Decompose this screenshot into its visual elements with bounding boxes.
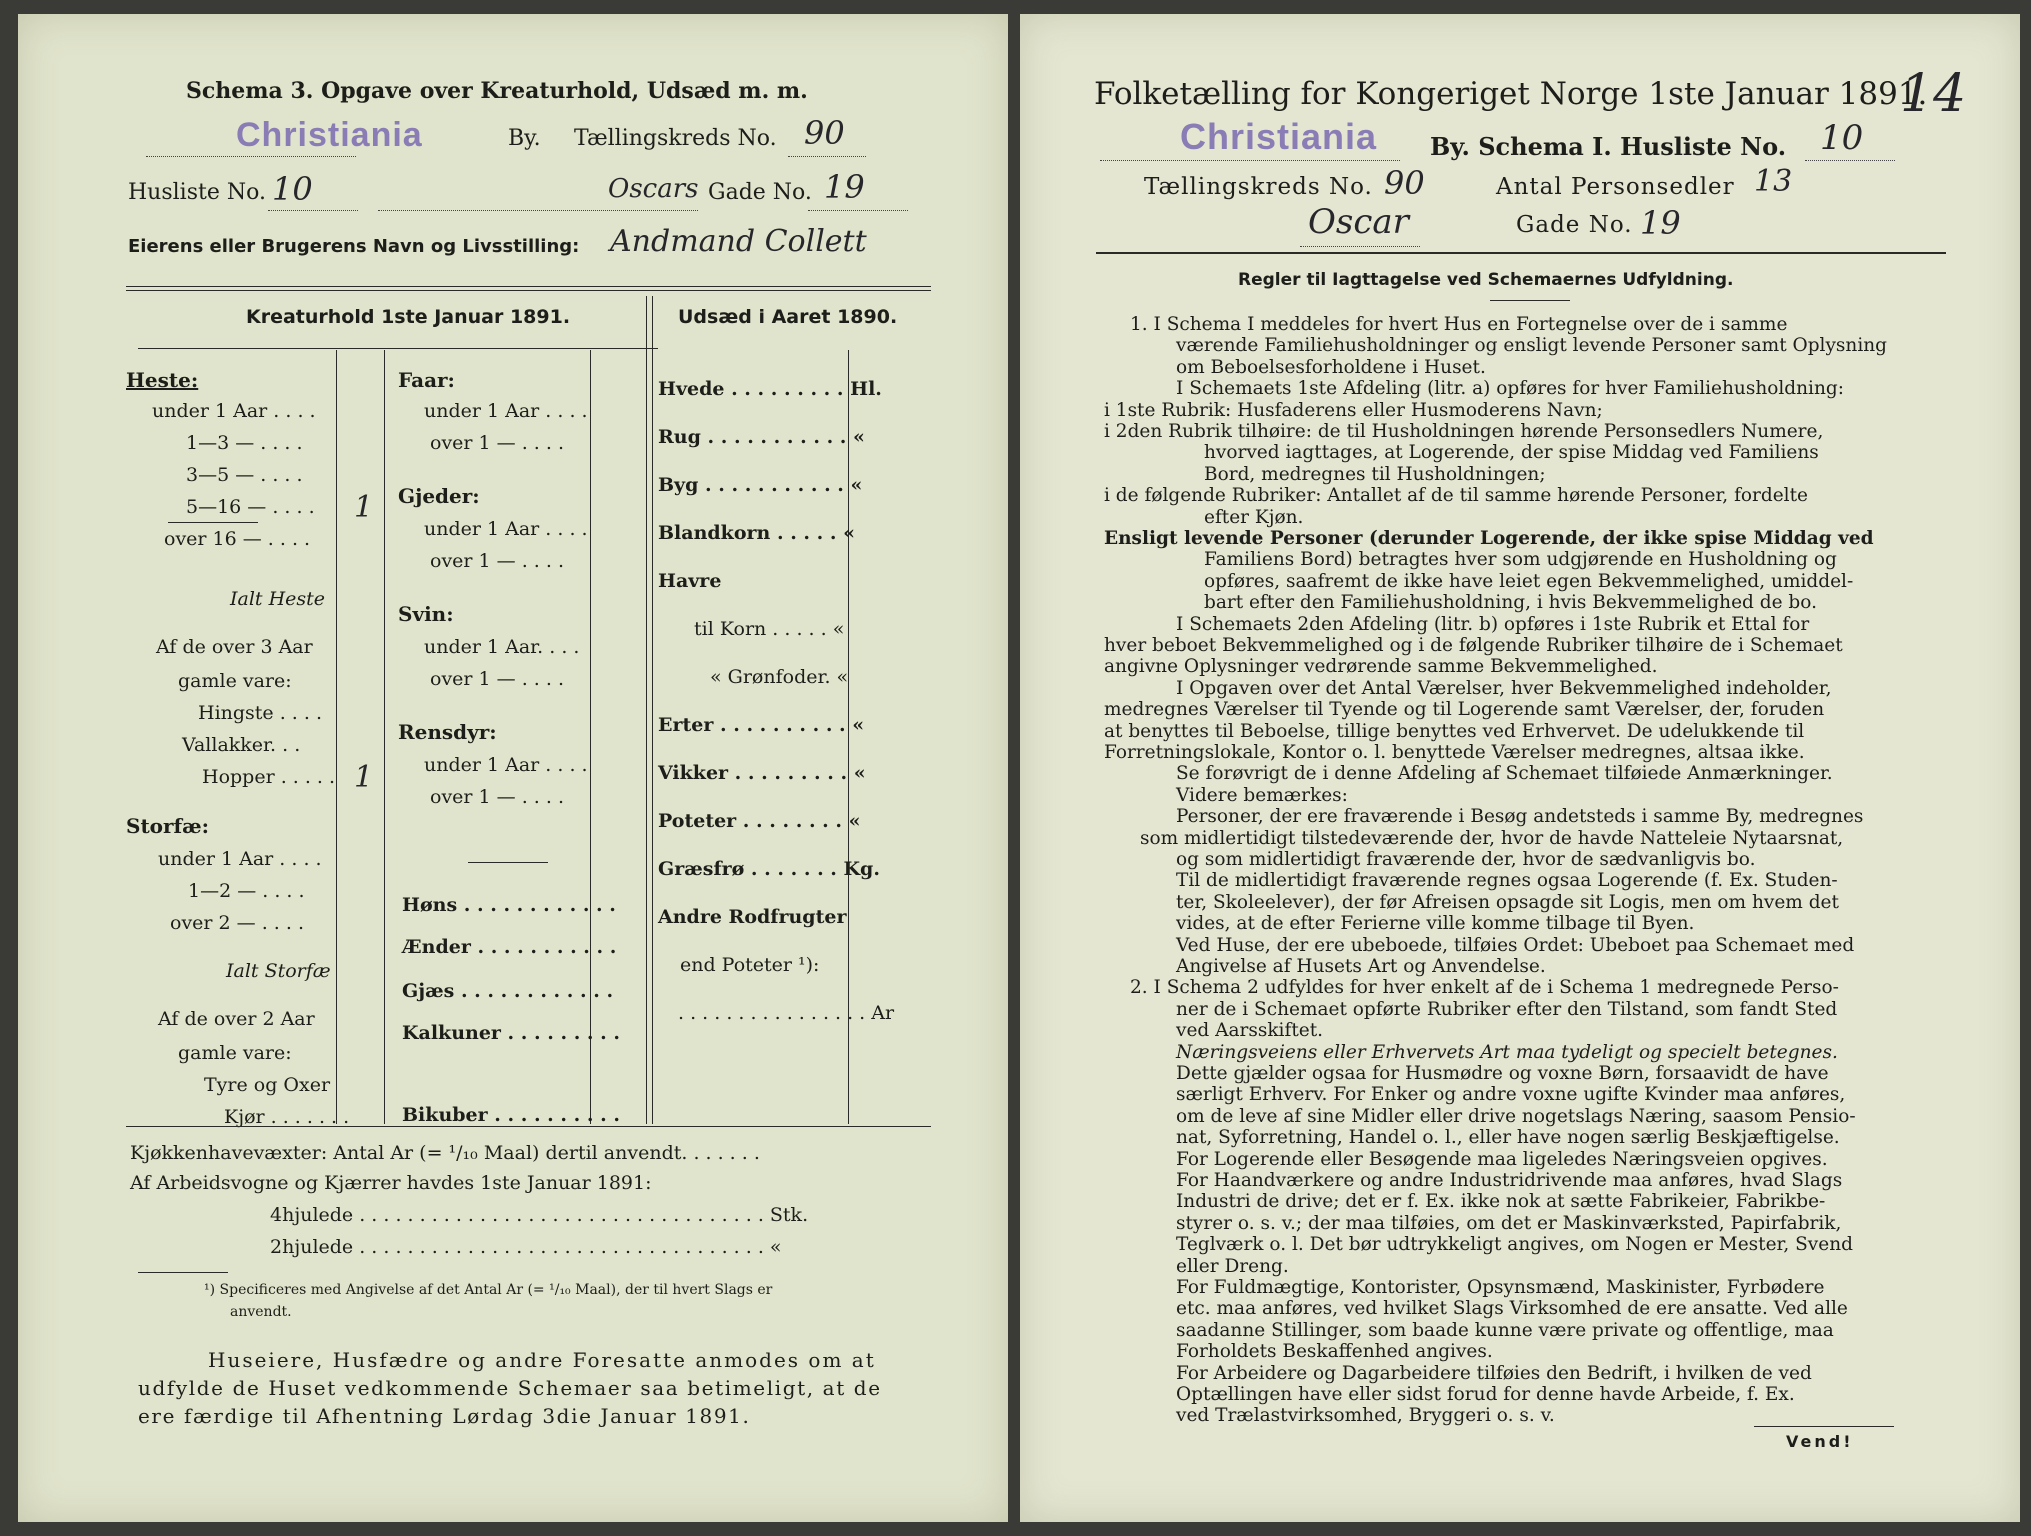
rule-line: om de leve af sine Midler eller drive nogetslags Næring, saasom Pensio- — [1176, 1105, 1856, 1127]
col2-row: Kalkuner . . . . . . . . . — [402, 1022, 620, 1044]
rule-line: For Fuldmægtige, Kontorister, Opsynsmænd, Maskinister, Fyrbødere — [1176, 1277, 1825, 1298]
rule-line: Bord, medregnes til Husholdningen; — [1204, 463, 1546, 485]
col1-row: Vallakker. . . — [182, 734, 301, 756]
page-number: 14 — [1900, 64, 1967, 124]
rule-line: etc. maa anføres, ved hvilket Slags Virksomhed de ere ansatte. Ved alle — [1176, 1298, 1848, 1320]
rule-line: For Haandværkere og andre Industridrivende maa anføres, hvad Slags — [1176, 1170, 1843, 1191]
kreds-label-right: Tællingskreds No. — [1144, 174, 1373, 200]
col1-row: under 1 Aar . . . . — [158, 848, 322, 870]
rule-line: For Logerende eller Besøgende maa ligeledes Næringsveien opgives. — [1176, 1148, 1828, 1170]
gade-label-right: Gade No. — [1516, 212, 1633, 238]
kreds-value-left: 90 — [804, 114, 845, 152]
rule-line: Industri de drive; det er f. Ex. ikke nok at sætte Fabrikeier, Fabrikbe- — [1176, 1191, 1826, 1213]
col2-row: over 1 — . . . . — [430, 786, 564, 808]
col3-row: Erter . . . . . . . . . . « — [658, 714, 865, 736]
vend-label: Vend! — [1786, 1432, 1854, 1451]
col3-row: Vikker . . . . . . . . . « — [658, 762, 866, 784]
udsaed-header: Udsæd i Aaret 1890. — [678, 306, 898, 328]
col1-row: Ialt Storfæ — [226, 960, 331, 982]
col2-row: over 1 — . . . . — [430, 668, 564, 690]
rule-line: og som midlertidigt fraværende der, hvor de sædvanligvis bo. — [1176, 849, 1756, 870]
rule-line: efter Kjøn. — [1204, 506, 1304, 528]
gade-label-left: Gade No. — [708, 180, 812, 205]
fourwheel-line: 4hjulede . . . . . . . . . . . . . . . . . . . . . . . . . . . . . . . . . . Stk. — [270, 1204, 809, 1226]
rule-line: angivne Oplysninger vedrørende samme Bekvemmelighed. — [1104, 656, 1658, 678]
col1-row: Tyre og Oxer — [204, 1074, 331, 1096]
col3-row: Byg . . . . . . . . . . . « — [658, 474, 863, 496]
col2-row: Bikuber . . . . . . . . . . — [402, 1104, 620, 1126]
col1-row: 5—16 — . . . . — [186, 496, 315, 518]
rule-line: Ved Huse, der ere ubeboede, tilføies Ordet: Ubeboet paa Schemaet med — [1176, 934, 1855, 956]
rule-line: Forretningslokale, Kontor o. l. benyttede Værelser medregnes, altsaa ikke. — [1104, 742, 1805, 763]
rule-line: Dette gjælder ogsaa for Husmødre og voxne Børn, forsaavidt de have — [1176, 1063, 1829, 1084]
rule-line: hvorved iagttages, at Logerende, der spise Middag ved Familiens — [1204, 442, 1819, 464]
col3-row: til Korn . . . . . « — [694, 618, 845, 640]
gade-value-right: 19 — [1640, 204, 1681, 242]
notice-line-1: Huseiere, Husfædre og andre Foresatte anmodes om at — [208, 1348, 876, 1372]
col2-row: under 1 Aar . . . . — [424, 754, 588, 776]
rule-line: som midlertidigt tilstedeværende der, hvor de havde Natteleie Nytaarsnat, — [1140, 827, 1844, 849]
by-schema-label: By. Schema I. Husliste No. — [1430, 132, 1787, 161]
col1-value-hopper: 1 — [354, 760, 374, 795]
rule-line: I Schemaets 2den Afdeling (litr. b) opføres i 1ste Rubrik et Ettal for — [1176, 613, 1810, 635]
rule-line: opføres, saafremt de ikke have leiet egen Bekvemmelighed, umiddel- — [1204, 570, 1854, 592]
col1-row: 1—3 — . . . . — [186, 432, 303, 454]
col1-row: Hingste . . . . — [198, 702, 322, 724]
rule-line: bart efter den Familiehusholdning, i hvis Bekvemmelighed de bo. — [1204, 592, 1817, 614]
col1-row-storfae: Storfæ: — [126, 814, 210, 838]
col3-row: Andre Rodfrugter — [658, 906, 847, 928]
rule-line: I Opgaven over det Antal Værelser, hver Bekvemmelighed indeholder, — [1176, 677, 1832, 699]
col3-row: Rug . . . . . . . . . . . « — [658, 426, 865, 448]
kreatur-header: Kreaturhold 1ste Januar 1891. — [246, 306, 571, 328]
col1-row: gamle vare: — [178, 670, 292, 692]
husliste-value-right: 10 — [1820, 118, 1864, 158]
col1-row: under 1 Aar . . . . — [152, 400, 316, 422]
col3-row: Blandkorn . . . . . « — [658, 522, 855, 544]
right-title: Folketælling for Kongeriget Norge 1ste Januar 1891. — [1094, 76, 1928, 112]
rule-line: ner de i Schemaet opførte Rubriker efter den Tilstand, som fandt Sted — [1176, 998, 1838, 1020]
footnote-line-1: ¹) Specificeres med Angivelse af det Antal Ar (= ¹/₁₀ Maal), der til hvert Slags er — [204, 1282, 773, 1298]
kreds-value-right: 90 — [1384, 164, 1425, 202]
rule-line: For Arbeidere og Dagarbeidere tilføies den Bedrift, i hvilken de ved — [1176, 1362, 1812, 1384]
rule-line: 1. I Schema I meddeles for hvert Hus en Fortegnelse over de i samme — [1130, 314, 1788, 335]
left-title: Schema 3. Opgave over Kreaturhold, Udsæd m. m. — [186, 78, 808, 104]
col2-row: Ænder . . . . . . . . . . . — [402, 936, 617, 958]
col1-row: Hopper . . . . . — [202, 766, 336, 788]
antal-value: 13 — [1754, 164, 1793, 199]
rule-line: Personer, der ere fraværende i Besøg andetsteds i samme By, medregnes — [1176, 806, 1864, 828]
col3-row: Havre — [658, 570, 722, 592]
col3-row: . . . . . . . . . . . . . . . . Ar — [678, 1002, 895, 1024]
rule-line: Forholdets Beskaffenhed angives. — [1176, 1341, 1493, 1363]
rule-line: Næringsveiens eller Erhvervets Art maa tydeligt og specielt betegnes. — [1176, 1041, 1838, 1063]
rule-line: styrer o. s. v.; der maa tilføies, om det er Maskinværksted, Papirfabrik, — [1176, 1212, 1842, 1234]
col1-row: gamle vare: — [178, 1042, 292, 1064]
col1-value-5-16: 1 — [354, 490, 374, 525]
footnote-line-2: anvendt. — [230, 1304, 292, 1320]
city-stamp-right: Christiania — [1180, 116, 1378, 157]
col3-row: end Poteter ¹): — [680, 954, 820, 976]
rule-line: Familiens Bord) betragtes hver som udgjørende en Husholdning og — [1204, 549, 1837, 571]
rule-line: Se forøvrigt de i denne Afdeling af Schemaet tilføiede Anmærkninger. — [1176, 763, 1833, 785]
col1-row: 3—5 — . . . . — [186, 464, 303, 486]
rule-line: saadanne Stillinger, som baade kunne være private og offentlige, maa — [1176, 1319, 1834, 1341]
col1-row: over 2 — . . . . — [170, 912, 304, 934]
kjokken-line: Kjøkkenhavevæxter: Antal Ar (= ¹/₁₀ Maal) dertil anvendt. . . . . . . — [130, 1142, 760, 1164]
col1-row: Ialt Heste — [230, 588, 326, 610]
col3-row: Poteter . . . . . . . . « — [658, 810, 861, 832]
col2-row: over 1 — . . . . — [430, 550, 564, 572]
notice-line-3: ere færdige til Afhentning Lørdag 3die Januar 1891. — [138, 1404, 751, 1428]
kreds-label-left: Tællingskreds No. — [574, 126, 777, 151]
col2-row: Høns . . . . . . . . . . . . — [402, 894, 616, 916]
col3-row: Græsfrø . . . . . . . Kg. — [658, 858, 880, 880]
rule-line: eller Dreng. — [1176, 1255, 1289, 1277]
rule-line: Til de midlertidigt fraværende regnes ogsaa Logerende (f. Ex. Studen- — [1176, 870, 1838, 892]
col3-row: « Grønfoder. « — [710, 666, 849, 688]
rule-line: Optællingen have eller sidst forud for denne havde Arbeide, f. Ex. — [1176, 1384, 1795, 1405]
rule-line: hver beboet Bekvemmelighed og i de følgende Rubriker tilhøire de i Schemaet — [1104, 635, 1843, 656]
rule-line: ter, Skoleelever), der før Afreisen opsagde sit Logis, men om hvem det — [1176, 891, 1839, 913]
rule-line: 2. I Schema 2 udfyldes for hver enkelt af de i Schema 1 medregnede Perso- — [1130, 977, 1839, 999]
rule-line: Videre bemærkes: — [1176, 784, 1348, 806]
rule-line: vides, at de efter Ferierne ville komme tilbage til Byen. — [1176, 913, 1695, 935]
notice-line-2: udfylde de Huset vedkommende Schemaer saa betimeligt, at de — [138, 1376, 882, 1400]
col2-row: under 1 Aar . . . . — [424, 400, 588, 422]
husliste-value-left: 10 — [272, 170, 313, 208]
col2-row: under 1 Aar . . . . — [424, 518, 588, 540]
rule-line: i 2den Rubrik tilhøire: de til Husholdningen hørende Personsedlers Numere, — [1104, 421, 1824, 442]
rule-line: medregnes Værelser til Tyende og til Logerende samt Værelser, der, foruden — [1104, 699, 1825, 721]
rule-line: særligt Erhverv. For Enker og andre voxne ugifte Kvinder maa anføres, — [1176, 1084, 1846, 1106]
col3-row: Hvede . . . . . . . . . Hl. — [658, 378, 882, 400]
owner-label: Eierens eller Brugerens Navn og Livsstilling: — [128, 236, 580, 257]
antal-label: Antal Personsedler — [1496, 174, 1735, 200]
rule-line: ved Aarsskiftet. — [1176, 1020, 1324, 1042]
rules-text — [1104, 314, 1984, 1454]
col2-row: Rensdyr: — [398, 720, 497, 744]
owner-value: Andmand Collett — [610, 224, 867, 259]
street-value-right: Oscar — [1308, 202, 1409, 242]
rule-line: Teglværk o. l. Det bør udtrykkeligt angives, om Nogen er Mester, Svend — [1176, 1234, 1853, 1256]
col2-row: over 1 — . . . . — [430, 432, 564, 454]
col2-row: Gjæs . . . . . . . . . . . . — [402, 980, 614, 1002]
right-page — [1020, 14, 2020, 1522]
rules-title: Regler til Iagttagelse ved Schemaernes Udfyldning. — [1238, 270, 1734, 290]
street-value-left: Oscars — [608, 174, 699, 204]
rule-line: ved Trælastvirksomhed, Bryggeri o. s. v. — [1176, 1405, 1555, 1427]
husliste-label-left: Husliste No. — [128, 180, 266, 205]
col1-row-heste: Heste: — [126, 368, 199, 392]
arbeid-line: Af Arbeidsvogne og Kjærrer havdes 1ste Januar 1891: — [130, 1172, 652, 1194]
rule-line: værende Familiehusholdninger og ensligt levende Personer samt Oplysning — [1176, 335, 1887, 357]
by-label-left: By. — [508, 126, 541, 151]
rule-line: Angivelse af Husets Art og Anvendelse. — [1176, 956, 1546, 977]
col1-row: Af de over 2 Aar — [158, 1008, 315, 1030]
col2-row: Gjeder: — [398, 484, 480, 508]
col1-row: 1—2 — . . . . — [188, 880, 305, 902]
rule-line: Ensligt levende Personer (derunder Logerende, der ikke spise Middag ved — [1104, 528, 1874, 549]
rule-line: I Schemaets 1ste Afdeling (litr. a) opføres for hver Familiehusholdning: — [1176, 378, 1844, 400]
rule-line: nat, Syforretning, Handel o. l., eller have nogen særlig Beskjæftigelse. — [1176, 1127, 1840, 1149]
twowheel-line: 2hjulede . . . . . . . . . . . . . . . . . . . . . . . . . . . . . . . . . . « — [270, 1236, 782, 1258]
rule-line: om Beboelsesforholdene i Huset. — [1176, 356, 1486, 378]
col2-row: Svin: — [398, 602, 454, 626]
col1-row: over 16 — . . . . — [164, 528, 311, 550]
left-page — [18, 14, 1008, 1522]
rule-line: i 1ste Rubrik: Husfaderens eller Husmoderens Navn; — [1104, 399, 1603, 421]
city-stamp-left: Christiania — [236, 116, 423, 154]
col2-row: Faar: — [398, 368, 455, 392]
col2-row: under 1 Aar. . . . — [424, 636, 580, 658]
col1-row: Af de over 3 Aar — [156, 636, 313, 658]
rule-line: i de følgende Rubriker: Antallet af de til samme hørende Personer, fordelte — [1104, 485, 1808, 507]
rule-line: at benyttes til Beboelse, tillige benyttes ved Erhvervet. De udelukkende til — [1104, 720, 1805, 742]
col1-row: Kjør . . . . . . . — [224, 1106, 350, 1128]
gade-value-left: 19 — [824, 168, 865, 206]
